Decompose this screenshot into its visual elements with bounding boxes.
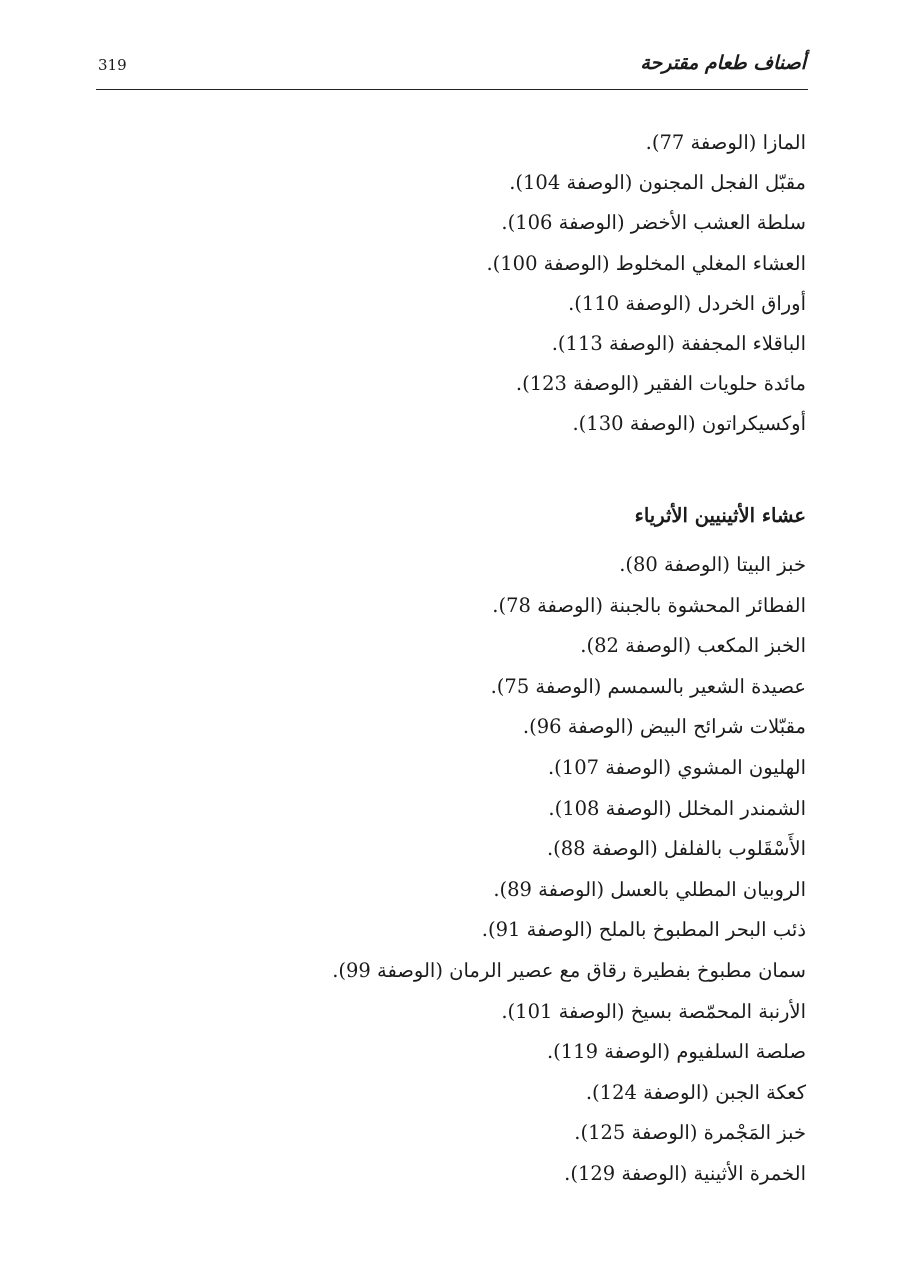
list-item: عصيدة الشعير بالسمسم (الوصفة 75). xyxy=(490,674,806,698)
list-item: الخمرة الأثينية (الوصفة 129). xyxy=(564,1161,806,1185)
list-item: المازا (الوصفة 77). xyxy=(645,131,806,154)
section-heading: عشاء الأثينيين الأثرياء xyxy=(634,504,806,527)
list-item: سمان مطبوخ بفطيرة رقاق مع عصير الرمان (الوصفة 99). xyxy=(332,958,806,982)
list-item: أوكسيكراتون (الوصفة 130). xyxy=(572,412,806,436)
list-item: الروبيان المطلي بالعسل (الوصفة 89). xyxy=(493,877,806,901)
list-item: العشاء المغلي المخلوط (الوصفة 100). xyxy=(486,251,806,275)
list-item: مقبّلات شرائح البيض (الوصفة 96). xyxy=(522,715,806,739)
list-item: الباقلاء المجففة (الوصفة 113). xyxy=(551,331,806,355)
list-item: الهليون المشوي (الوصفة 107). xyxy=(547,755,806,779)
list-item: ذئب البحر المطبوخ بالملح (الوصفة 91). xyxy=(481,918,806,942)
list-item: خبز البيتا (الوصفة 80). xyxy=(619,553,806,576)
list-item: مقبّل الفجل المجنون (الوصفة 104). xyxy=(509,171,806,195)
page-number: 319 xyxy=(98,56,127,74)
list-item: الفطائر المحشوة بالجبنة (الوصفة 78). xyxy=(492,593,806,617)
menu-list-2 xyxy=(332,545,806,1195)
list-item: كعكة الجبن (الوصفة 124). xyxy=(585,1080,806,1104)
list-item: الأرنبة المحمّصة بسيخ (الوصفة 101). xyxy=(501,999,806,1023)
menu-list-1 xyxy=(486,123,806,445)
list-item: الأَسْقَلوب بالفلفل (الوصفة 88). xyxy=(546,837,806,861)
list-item: سلطة العشب الأخضر (الوصفة 106). xyxy=(501,211,806,235)
header-rule xyxy=(96,89,808,90)
list-item: خبز المَجْمرة (الوصفة 125). xyxy=(574,1121,806,1145)
list-item: الشمندر المخلل (الوصفة 108). xyxy=(548,796,806,820)
running-title: أصناف طعام مقترحة xyxy=(640,52,806,74)
list-item: صلصة السلفيوم (الوصفة 119). xyxy=(546,1040,806,1064)
list-item: مائدة حلويات الفقير (الوصفة 123). xyxy=(515,372,806,396)
list-item: الخبز المكعب (الوصفة 82). xyxy=(580,634,806,658)
running-head xyxy=(96,52,808,88)
list-item: أوراق الخردل (الوصفة 110). xyxy=(568,291,806,315)
